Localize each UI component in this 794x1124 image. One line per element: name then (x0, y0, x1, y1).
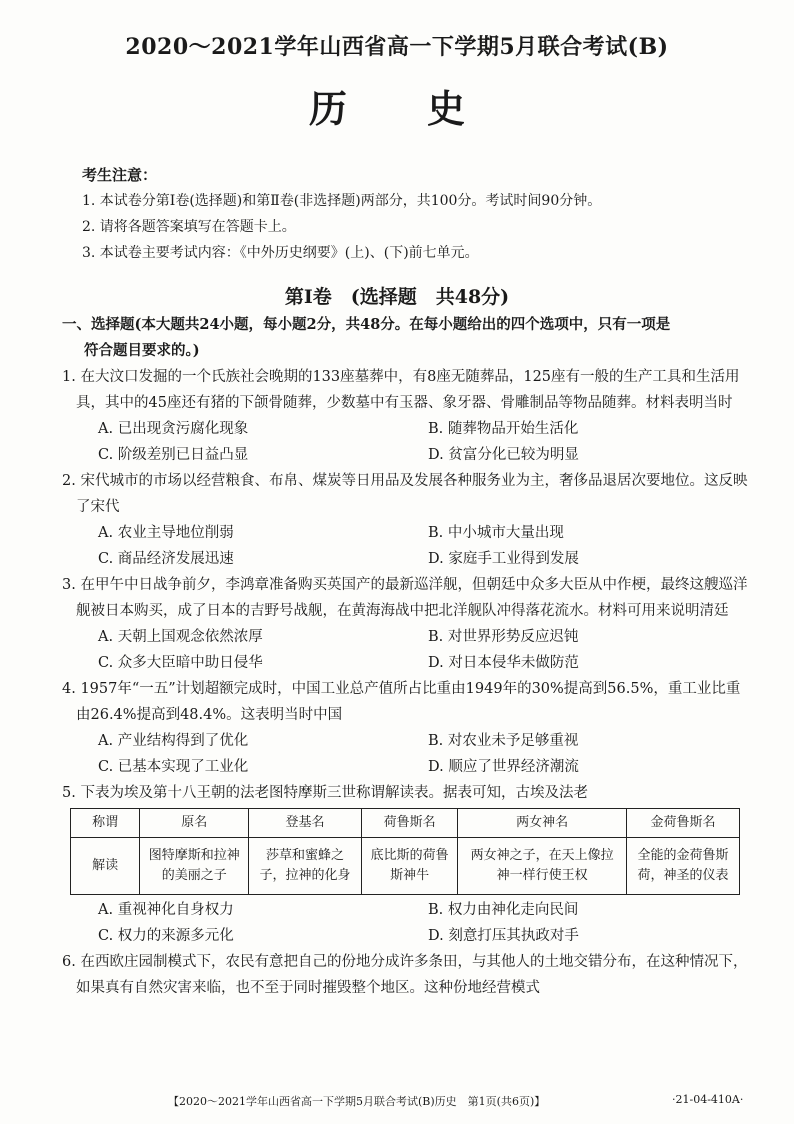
option-d: D. 顺应了世界经济潮流 (428, 759, 579, 775)
question-5 (62, 780, 752, 949)
table-header-cell: 称谓 (71, 809, 140, 838)
notice-block (82, 162, 762, 266)
section-instruction-cont: 符合题目要求的。) (84, 342, 200, 359)
question-stem: 5. 下表为埃及第十八王朝的法老图特摩斯三世称谓解读表。据表可知，古埃及法老 (62, 785, 588, 801)
notice-item: 3. 本试卷主要考试内容：《中外历史纲要》(上)、(下)前七单元。 (82, 245, 479, 261)
question-6 (62, 949, 752, 1001)
option-d: D. 刻意打压其执政对手 (428, 928, 579, 944)
notice-heading: 考生注意： (82, 166, 158, 184)
option-d: D. 贫富分化已较为明显 (428, 447, 579, 463)
option-c: C. 已基本实现了工业化 (98, 759, 249, 775)
footer-info: 【2020～2021学年山西省高一下学期5月联合考试(B)历史 第1页(共6页)】 (168, 1095, 546, 1108)
table-cell: 图特摩斯和拉神的美丽之子 (140, 838, 249, 895)
question-stem: 2. 宋代城市的市场以经营粮食、布帛、煤炭等日用品及发展各种服务业为主，奢侈品退居次要地位。这反映了宋代 (62, 473, 748, 515)
option-a: A. 已出现贪污腐化现象 (98, 421, 249, 437)
questions-area (62, 312, 752, 1001)
option-b: B. 对农业未予足够重视 (428, 733, 579, 749)
notice-item: 2. 请将各题答案填写在答题卡上。 (82, 219, 296, 235)
exam-title: 2020～2021学年山西省高一下学期5月联合考试(B) (125, 34, 669, 60)
table-header-cell: 金荷鲁斯名 (627, 809, 740, 838)
option-a: A. 农业主导地位削弱 (98, 525, 234, 541)
notice-item: 1. 本试卷分第Ⅰ卷(选择题)和第Ⅱ卷(非选择题)两部分，共100分。考试时间90分钟。 (82, 193, 602, 209)
option-b: B. 对世界形势反应迟钝 (428, 629, 579, 645)
table-cell: 底比斯的荷鲁斯神牛 (361, 838, 457, 895)
question-4 (62, 676, 752, 780)
option-d: D. 对日本侵华未做防范 (428, 655, 579, 671)
question-3 (62, 572, 752, 676)
table-cell: 全能的金荷鲁斯荷，神圣的仪表 (627, 838, 740, 895)
option-a: A. 天朝上国观念依然浓厚 (98, 629, 263, 645)
option-c: C. 商品经济发展迅速 (98, 551, 234, 567)
table-header-cell: 登基名 (249, 809, 362, 838)
question-stem: 3. 在甲午中日战争前夕，李鸿章准备购买英国产的最新巡洋舰，但朝廷中众多大臣从中作梗，最终这艘巡洋舰被日本购买，成了日本的吉野号战舰，在黄海海战中把北洋舰队冲得落花流水。材料可用来说明清廷 (62, 577, 748, 619)
table-header-cell: 原名 (140, 809, 249, 838)
option-c: C. 阶级差别已日益凸显 (98, 447, 249, 463)
option-a: A. 重视神化自身权力 (98, 902, 234, 918)
section-title: 第Ⅰ卷 (选择题 共48分) (284, 286, 510, 308)
table-cell: 两女神之子，在天上像拉神一样行使王权 (458, 838, 627, 895)
option-b: B. 权力由神化走向民间 (428, 902, 579, 918)
option-d: D. 家庭手工业得到发展 (428, 551, 579, 567)
section-instruction: 一、选择题(本大题共24小题，每小题2分，共48分。在每小题给出的四个选项中，只有一项是 (62, 316, 671, 333)
footer-code: ·21-04-410A· (672, 1093, 744, 1106)
table-row (71, 838, 740, 895)
question-2 (62, 468, 752, 572)
question-stem: 6. 在西欧庄园制模式下，农民有意把自己的份地分成许多条田，与其他人的土地交错分布，在这种情况下，如果真有自然灾害来临，也不至于同时摧毁整个地区。这种份地经营模式 (62, 954, 748, 996)
table-header-cell: 两女神名 (458, 809, 627, 838)
option-b: B. 随葬物品开始生活化 (428, 421, 579, 437)
question-1 (62, 364, 752, 468)
subject-title: 历史 (308, 86, 545, 131)
option-b: B. 中小城市大量出现 (428, 525, 564, 541)
option-c: C. 权力的来源多元化 (98, 928, 234, 944)
table-cell: 莎草和蜜蜂之子，拉神的化身 (249, 838, 362, 895)
option-c: C. 众多大臣暗中助日侵华 (98, 655, 263, 671)
option-a: A. 产业结构得到了优化 (98, 733, 249, 749)
pharaoh-title-table (70, 808, 740, 895)
table-header-cell: 荷鲁斯名 (361, 809, 457, 838)
question-stem: 4. 1957年“一五”计划超额完成时，中国工业总产值所占比重由1949年的30%提高到56.5%，重工业比重由26.4%提高到48.4%。这表明当时中国 (62, 681, 741, 723)
table-cell: 解读 (71, 838, 140, 895)
table-header-row (71, 809, 740, 838)
question-stem: 1. 在大汶口发掘的一个氏族社会晚期的133座墓葬中，有8座无随葬品，125座有一般的生产工具和生活用具，其中的45座还有猪的下颌骨随葬，少数墓中有玉器、象牙器、骨雕制品等物品随葬。材料表明当时 (62, 369, 740, 411)
